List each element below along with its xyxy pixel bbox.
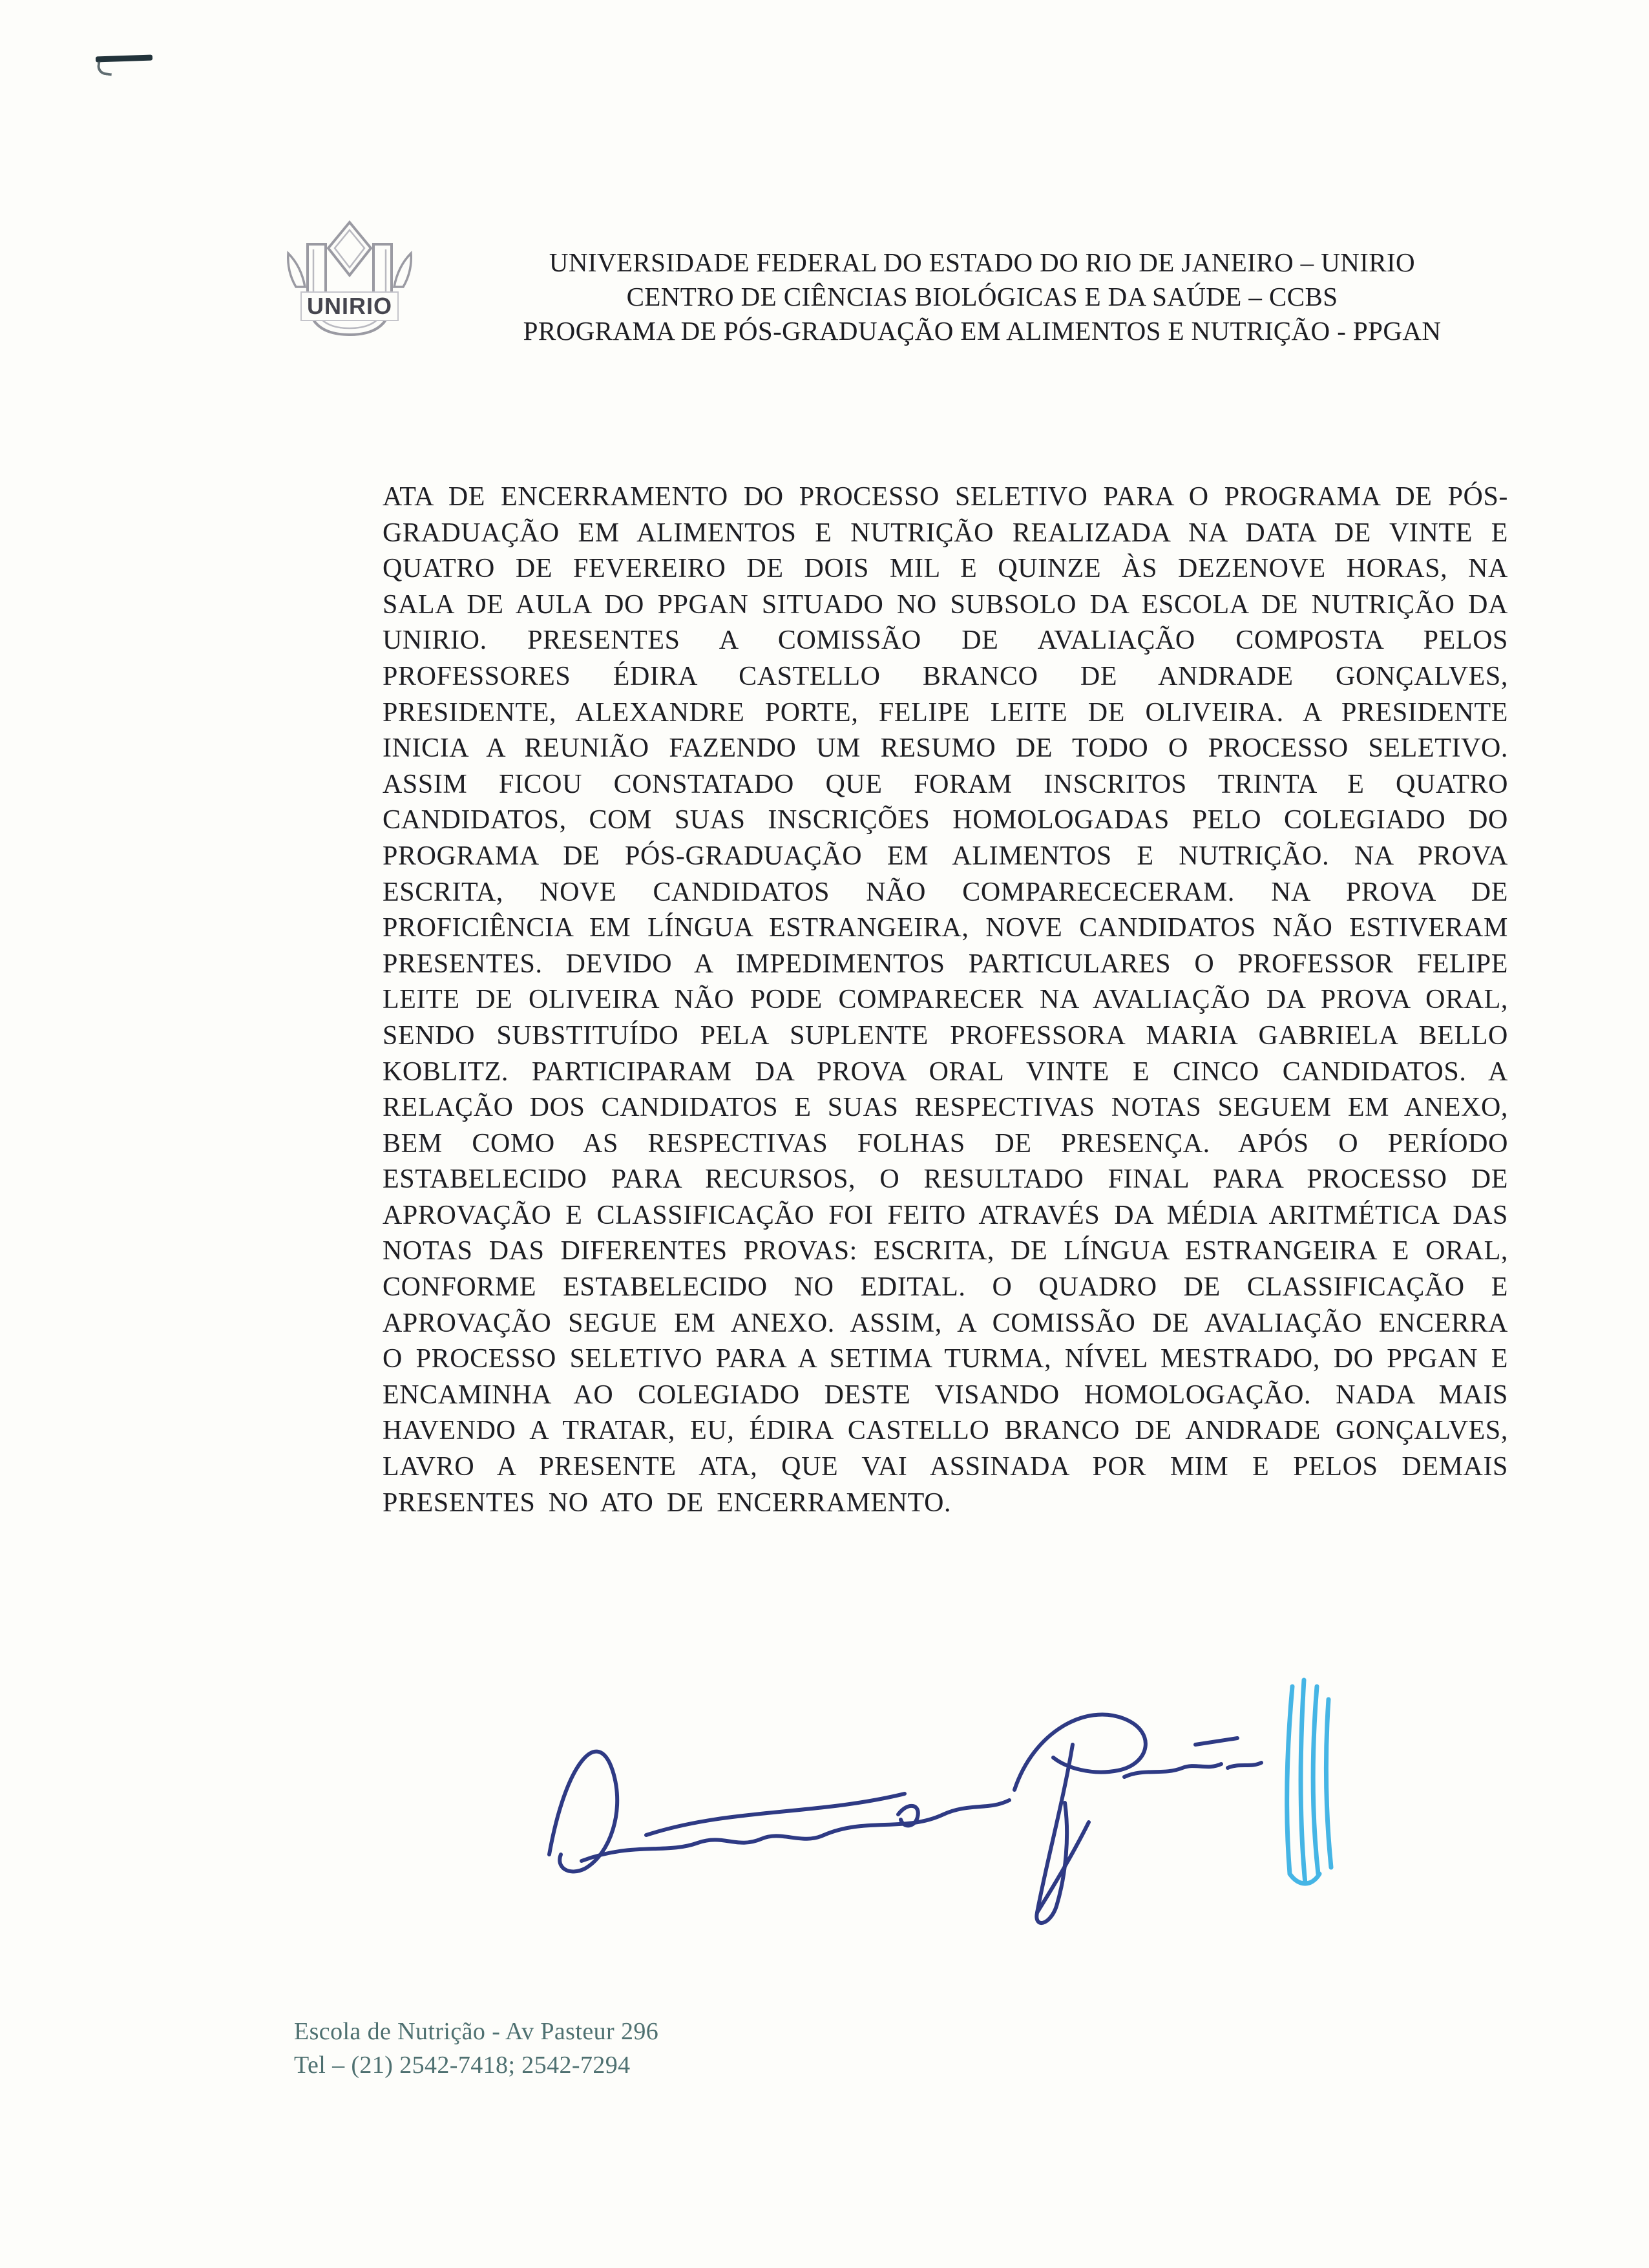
letterhead-line-university: UNIVERSIDADE FEDERAL DO ESTADO DO RIO DE JANEIRO – UNIRIO [549,247,1416,277]
signatures-area [452,1641,1422,1945]
letterhead [0,220,1649,368]
letterhead-line-program: PROGRAMA DE PÓS-GRADUAÇÃO EM ALIMENTOS E NUTRIÇÃO - PPGAN [523,316,1442,346]
footer-address-line: Escola de Nutrição - Av Pasteur 296 [294,2018,659,2045]
footer-address-block [294,2015,658,2082]
signature-scribble-light-blue [1287,1680,1331,1884]
unirio-logo-icon [277,220,423,359]
corner-ink-mark-tail [96,61,114,76]
unirio-logo-text: UNIRIO [307,293,392,319]
signature-alexandre [549,1752,1009,1872]
letterhead-line-center: CENTRO DE CIÊNCIAS BIOLÓGICAS E DA SAÚDE – CCBS [626,282,1338,311]
signature-porte [1014,1715,1261,1923]
corner-ink-mark [96,54,152,62]
footer-phone-line: Tel – (21) 2542-7418; 2542-7294 [294,2052,631,2079]
minutes-paragraph: ATA DE ENCERRAMENTO DO PROCESSO SELETIVO PARA O PROGRAMA DE PÓS-GRADUAÇÃO EM ALIMENTOS E NUTRIÇÃO REALIZADA NA DATA DE VINTE E QUATRO DE FEVEREIRO DE DOIS MIL E QUINZE ÀS DEZENOVE HORAS, NA SALA DE AULA DO PPGAN SITUADO NO SUBSOLO DA ESCOLA DE NUTRIÇÃO DA UNIRIO. PRESENTES A COMISSÃO DE AVALIAÇÃO COMPOSTA PELOS PROFESSORES ÉDIRA CASTELLO BRANCO DE ANDRADE GONÇALVES, PRESIDENTE, ALEXANDRE PORTE, FELIPE LEITE DE OLIVEIRA. A PRESIDENTE INICIA A REUNIÃO FAZENDO UM RESUMO DE TODO O PROCESSO SELETIVO. ASSIM FICOU CONSTATADO QUE FORAM INSCRITOS TRINTA E QUATRO CANDIDATOS, COM SUAS INSCRIÇÕES HOMOLOGADAS PELO COLEGIADO DO PROGRAMA DE PÓS-GRADUAÇÃO EM ALIMENTOS E NUTRIÇÃO. NA PROVA ESCRITA, NOVE CANDIDATOS NÃO COMPARECECERAM. NA PROVA DE PROFICIÊNCIA EM LÍNGUA ESTRANGEIRA, NOVE CANDIDATOS NÃO ESTIVERAM PRESENTES. DEVIDO A IMPEDIMENTOS PARTICULARES O PROFESSOR FELIPE LEITE DE OLIVEIRA NÃO PODE COMPARECER NA AVALIAÇÃO DA PROVA ORAL, SENDO SUBSTITUÍDO PELA SUPLENTE PROFESSORA MARIA GABRIELA BELLO KOBLITZ. PARTICIPARAM DA PROVA ORAL VINTE E CINCO CANDIDATOS. A RELAÇÃO DOS CANDIDATOS E SUAS RESPECTIVAS NOTAS SEGUEM EM ANEXO, BEM COMO AS RESPECTIVAS FOLHAS DE PRESENÇA. APÓS O PERÍODO ESTABELECIDO PARA RECURSOS, O RESULTADO FINAL PARA PROCESSO DE APROVAÇÃO E CLASSIFICAÇÃO FOI FEITO ATRAVÉS DA MÉDIA ARITMÉTICA DAS NOTAS DAS DIFERENTES PROVAS: ESCRITA, DE LÍNGUA ESTRANGEIRA E ORAL, CONFORME ESTABELECIDO NO EDITAL. O QUADRO DE CLASSIFICAÇÃO E APROVAÇÃO SEGUE EM ANEXO. ASSIM, A COMISSÃO DE AVALIAÇÃO ENCERRA O PROCESSO SELETIVO PARA A SETIMA TURMA, NÍVEL MESTRADO, DO PPGAN E ENCAMINHA AO COLEGIADO DESTE VISANDO HOMOLOGAÇÃO. NADA MAIS HAVENDO A TRATAR, EU, ÉDIRA CASTELLO BRANCO DE ANDRADE GONÇALVES, LAVRO A PRESENTE ATA, QUE VAI ASSINADA POR MIM E PELOS DEMAIS PRESENTES NO ATO DE ENCERRAMENTO. [383,482,1508,1518]
